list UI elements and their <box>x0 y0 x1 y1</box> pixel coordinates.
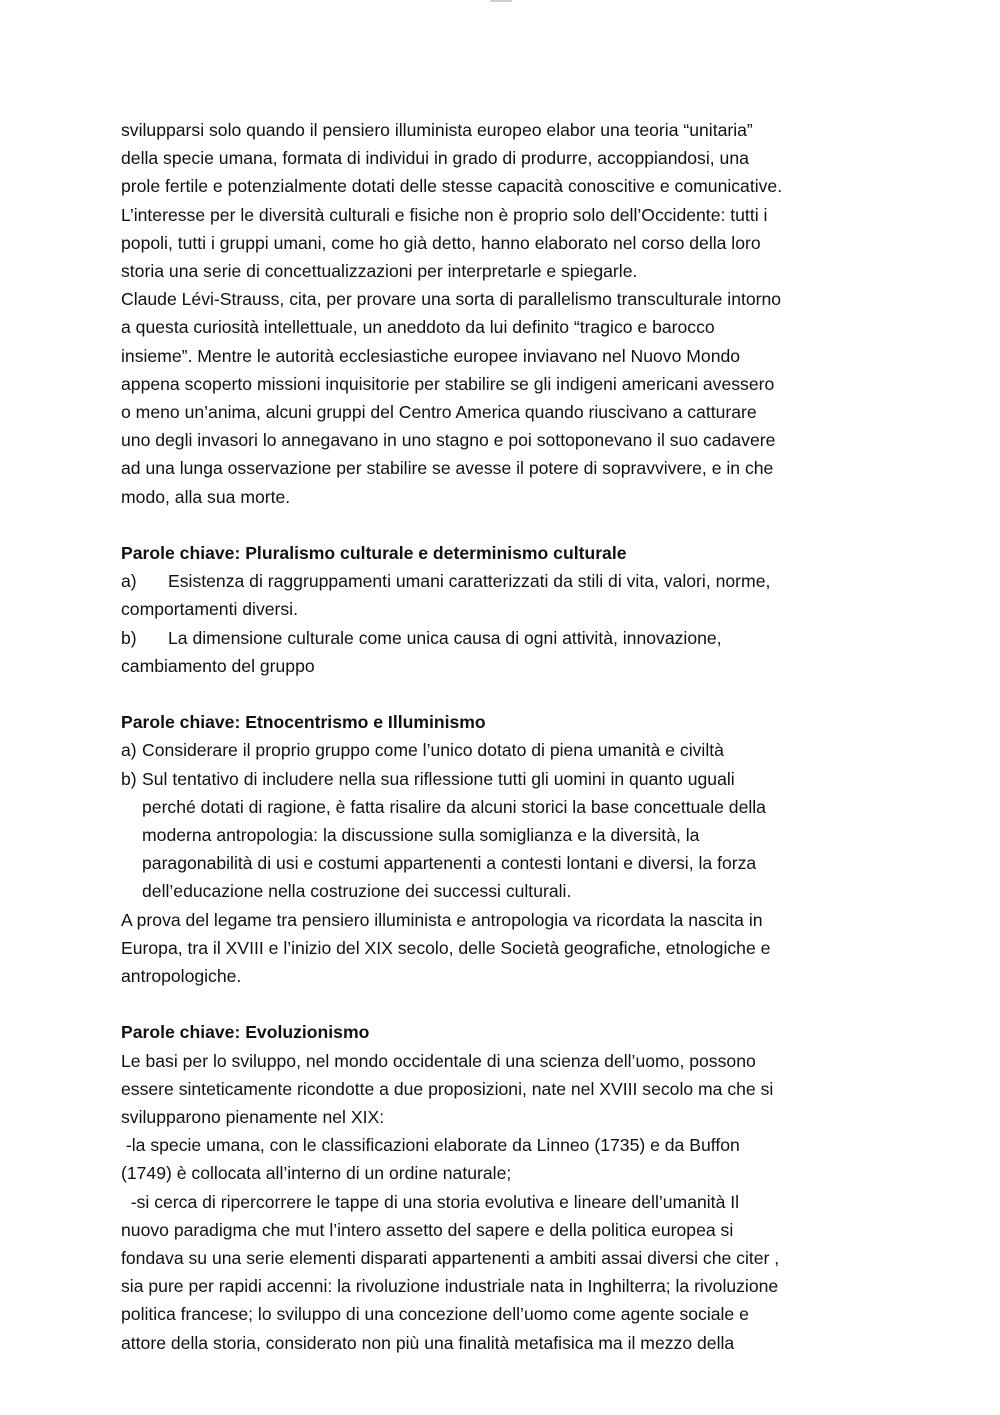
text-line: comportamenti diversi. <box>121 599 298 620</box>
text-line: dell’educazione nella costruzione dei successi culturali. <box>142 881 572 902</box>
list-marker: a) <box>121 571 137 592</box>
section-heading: Parole chiave: Pluralismo culturale e determinismo culturale <box>121 543 627 564</box>
list-item-text: Esistenza di raggruppamenti umani caratterizzati da stili di vita, valori, norme, <box>168 571 771 592</box>
text-line: della specie umana, formata di individui in grado di produrre, accoppiandosi, una <box>121 148 749 169</box>
list-item-a <box>121 736 901 764</box>
text-line: politica francese; lo sviluppo di una concezione dell’uomo come agente sociale e <box>121 1304 749 1325</box>
text-line: (1749) è collocata all’interno di un ordine naturale; <box>121 1163 512 1184</box>
document-page <box>121 116 901 1357</box>
paragraph-gap <box>121 680 901 708</box>
text-line: paragonabilità di usi e costumi appartenenti a contesti lontani e diversi, la forza <box>142 853 757 874</box>
text-line: nuovo paradigma che mut l’intero assetto del sapere e della politica europea si <box>121 1219 734 1240</box>
list-item-b <box>121 765 901 793</box>
text-line: ad una lunga osservazione per stabilire se avesse il potere di sopravvivere, e in che <box>121 458 774 479</box>
section-pluralismo <box>121 539 901 680</box>
paragraph-gap <box>121 990 901 1018</box>
page-header-mark <box>490 0 512 2</box>
text-line: storia una serie di concettualizzazioni per interpretarle e spiegarle. <box>121 261 638 282</box>
text-line: uno degli invasori lo annegavano in uno stagno e poi sottoponevano il suo cadavere <box>121 430 776 451</box>
list-item-text: La dimensione culturale come unica causa di ogni attività, innovazione, <box>168 627 722 648</box>
list-marker: a) <box>121 740 137 761</box>
text-line: svilupparono pienamente nel XIX: <box>121 1107 385 1128</box>
list-item-text: Sul tentativo di includere nella sua riflessione tutti gli uomini in quanto uguali <box>142 768 735 789</box>
section-evoluzionismo <box>121 1018 901 1356</box>
list-item-a <box>121 567 901 595</box>
text-line: Le basi per lo sviluppo, nel mondo occidentale di una scienza dell’uomo, possono <box>121 1050 756 1071</box>
text-line: essere sinteticamente ricondotte a due proposizioni, nate nel XVIII secolo ma che si <box>121 1078 774 1099</box>
list-marker: b) <box>121 768 137 789</box>
section-heading: Parole chiave: Evoluzionismo <box>121 1022 370 1043</box>
text-line: Europa, tra il XVIII e l’inizio del XIX secolo, delle Società geografiche, etnologiche e <box>121 937 771 958</box>
text-line: cambiamento del gruppo <box>121 655 315 676</box>
text-line: appena scoperto missioni inquisitorie per stabilire se gli indigeni americani avessero <box>121 373 775 394</box>
list-item-b <box>121 624 901 652</box>
text-line: popoli, tutti i gruppi umani, come ho già detto, hanno elaborato nel corso della loro <box>121 232 761 253</box>
text-line: antropologiche. <box>121 966 242 987</box>
text-line: prole fertile e potenzialmente dotati delle stesse capacità conoscitive e comunicative. <box>121 176 783 197</box>
text-line: svilupparsi solo quando il pensiero illuminista europeo elabor una teoria “unitaria” <box>121 120 753 140</box>
text-line: -la specie umana, con le classificazioni elaborate da Linneo (1735) e da Buffon <box>121 1135 740 1156</box>
paragraph-gap <box>121 511 901 539</box>
intro-paragraph <box>121 116 901 511</box>
list-item-text: Considerare il proprio gruppo come l’unico dotato di piena umanità e civiltà <box>142 740 724 761</box>
text-line: sia pure per rapidi accenni: la rivoluzione industriale nata in Inghilterra; la rivoluzione <box>121 1276 779 1297</box>
text-line: o meno un’anima, alcuni gruppi del Centro America quando riuscivano a catturare <box>121 402 757 423</box>
text-line: a questa curiosità intellettuale, un aneddoto da lui definito “tragico e barocco <box>121 317 715 338</box>
text-line: moderna antropologia: la discussione sulla somiglianza e la diversità, la <box>142 825 700 846</box>
text-line: -si cerca di ripercorrere le tappe di una storia evolutiva e lineare dell’umanità Il <box>121 1191 740 1212</box>
text-line: fondava su una serie elementi disparati appartenenti a ambiti assai diversi che citer , <box>121 1248 780 1269</box>
text-line: Claude Lévi-Strauss, cita, per provare una sorta di parallelismo transculturale intorno <box>121 289 782 310</box>
text-line: L’interesse per le diversità culturali e fisiche non è proprio solo dell’Occidente: tutti i <box>121 204 768 225</box>
list-marker: b) <box>121 627 137 648</box>
section-heading: Parole chiave: Etnocentrismo e Illuminismo <box>121 712 486 733</box>
text-line: perché dotati di ragione, è fatta risalire da alcuni storici la base concettuale della <box>142 796 766 817</box>
text-line: modo, alla sua morte. <box>121 486 291 507</box>
section-etnocentrismo <box>121 708 901 990</box>
text-line: attore della storia, considerato non più una finalità metafisica ma il mezzo della <box>121 1332 735 1353</box>
text-line: insieme”. Mentre le autorità ecclesiastiche europee inviavano nel Nuovo Mondo <box>121 345 741 366</box>
text-line: A prova del legame tra pensiero illuminista e antropologia va ricordata la nascita in <box>121 909 763 930</box>
